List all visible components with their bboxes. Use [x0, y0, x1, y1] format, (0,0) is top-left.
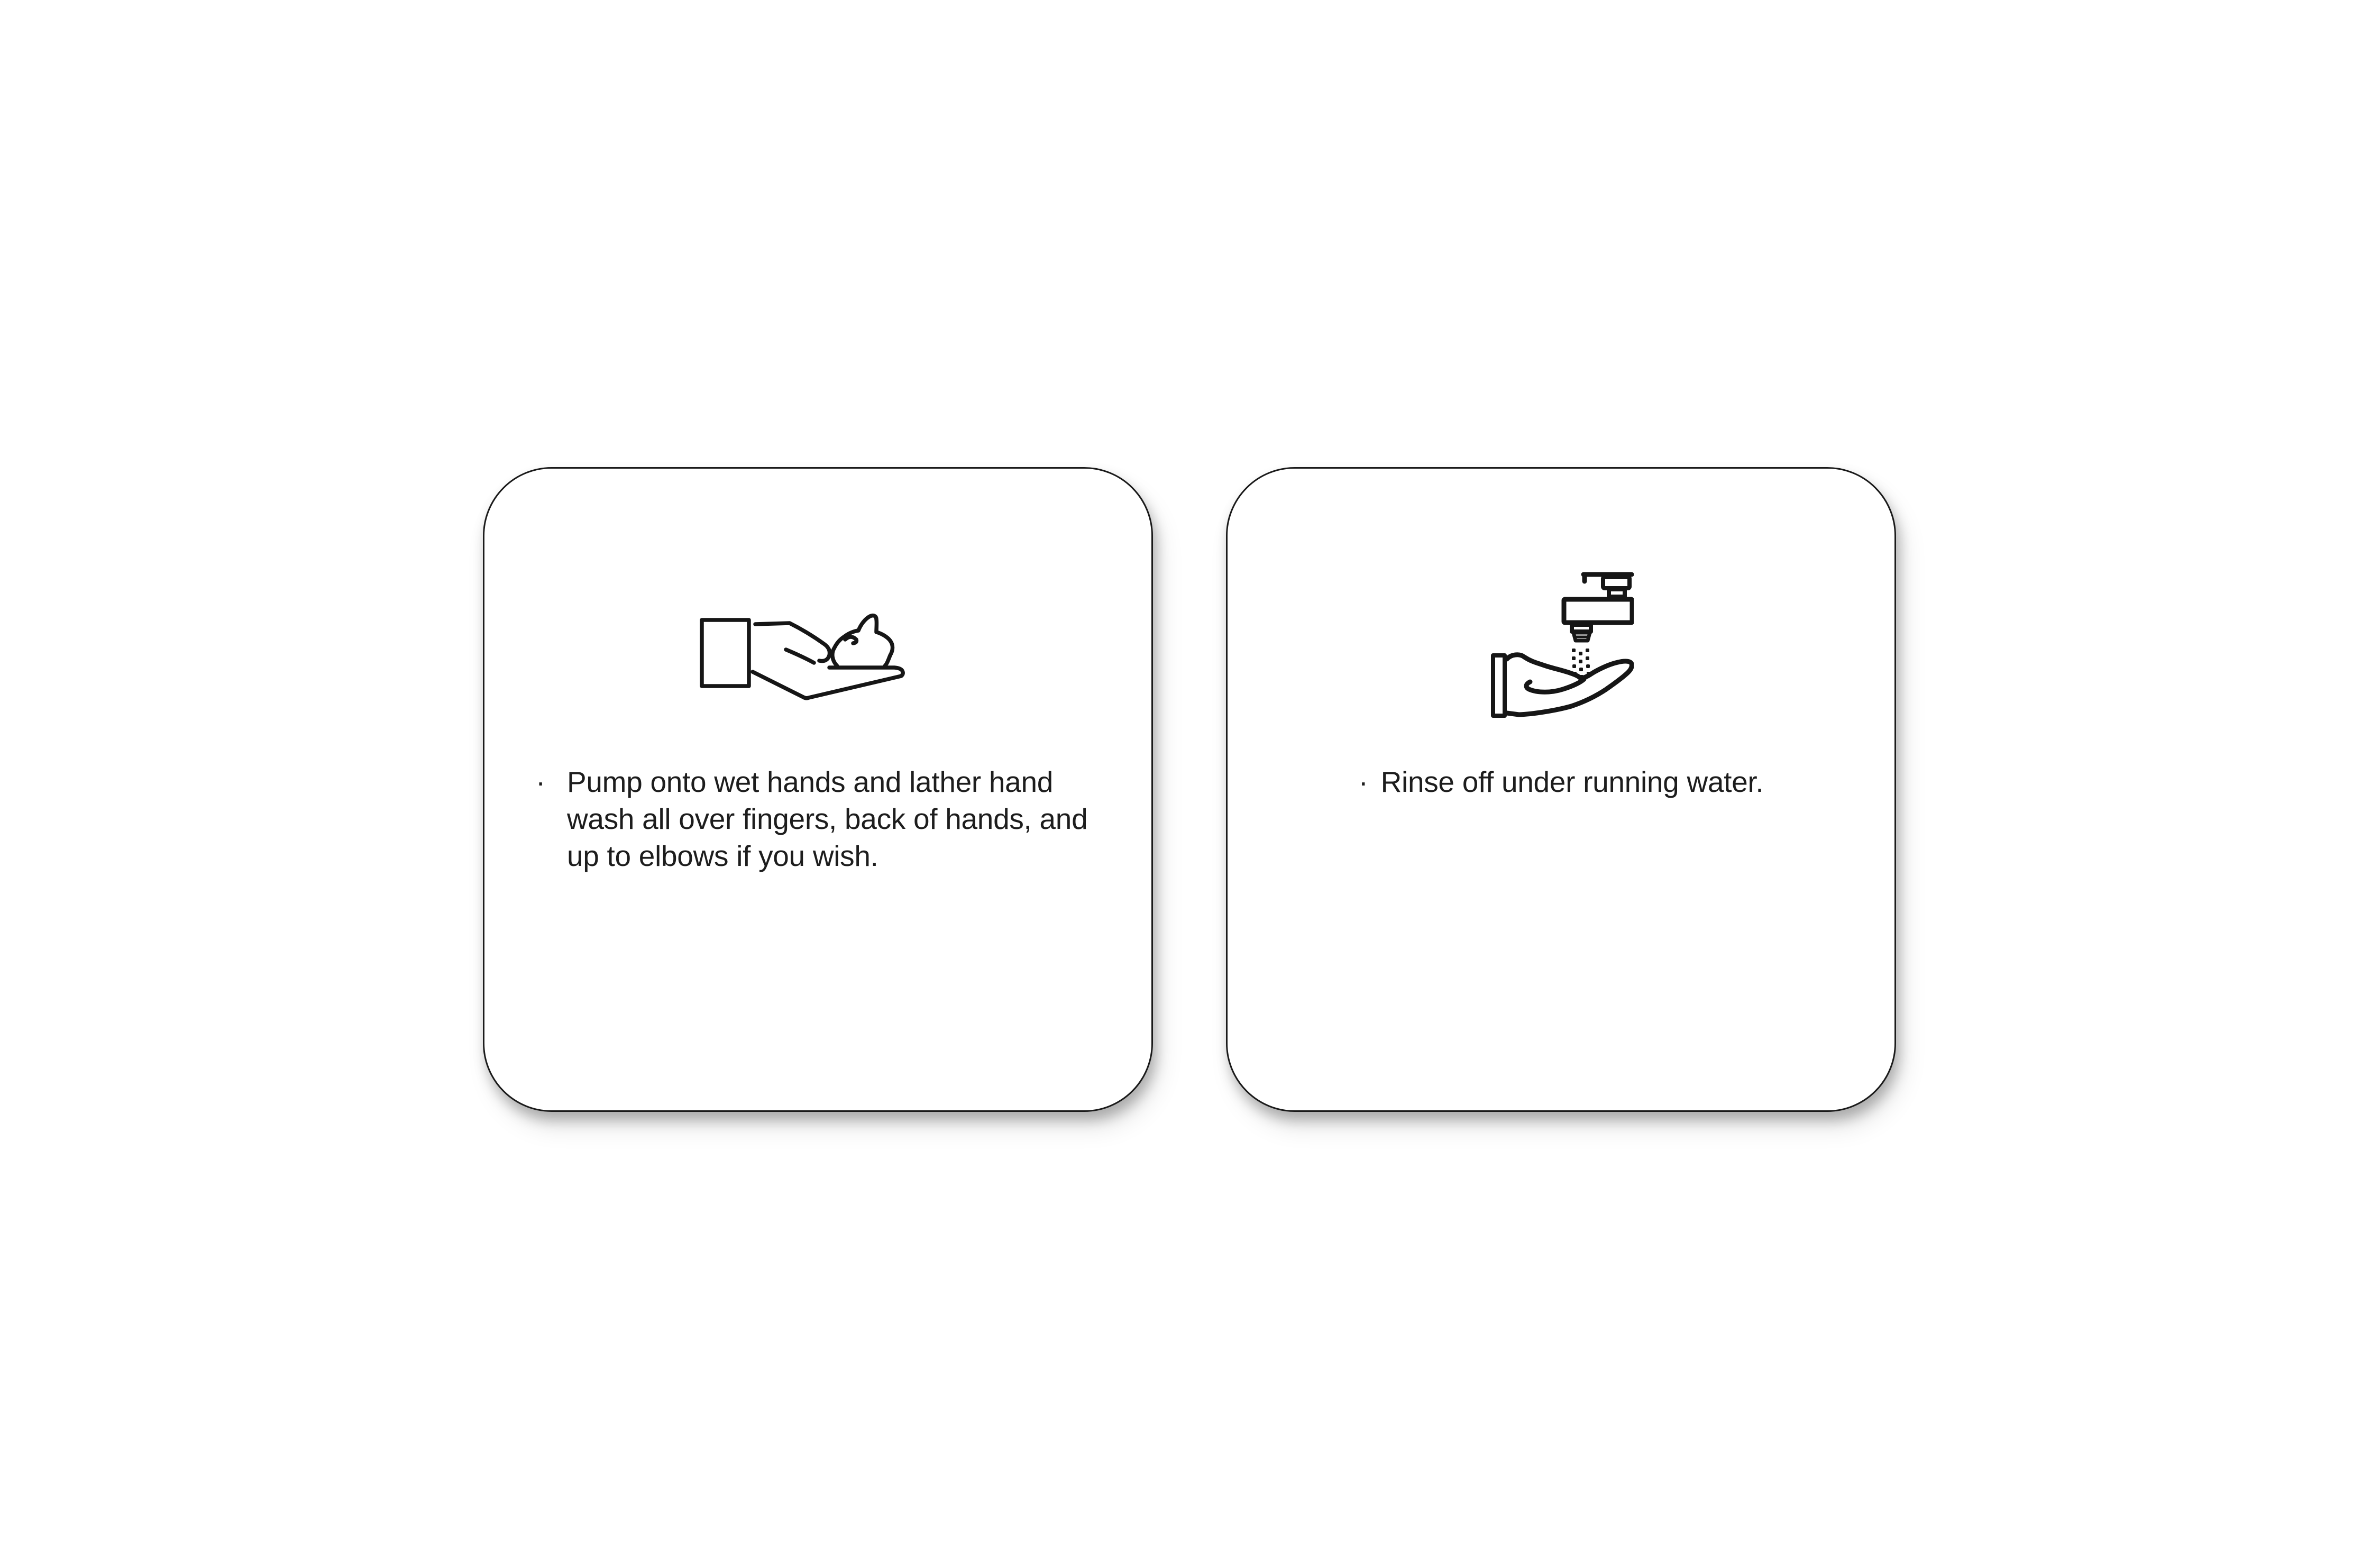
bullet-marker: ·	[536, 765, 546, 798]
text-line: Pump onto wet hands and lather hand	[567, 765, 1054, 798]
instruction-text	[567, 763, 1087, 874]
instruction-card-pump	[483, 467, 1153, 1112]
text-line: Rinse off under running water.	[1380, 765, 1764, 798]
instruction-text	[1228, 763, 1894, 800]
soap-dollop-on-hand-icon	[699, 612, 910, 710]
text-line: up to elbows if you wish.	[567, 839, 878, 872]
rinse-hand-under-faucet-icon	[1491, 571, 1634, 719]
text-line: wash all over fingers, back of hands, and	[567, 802, 1088, 835]
instruction-card-rinse	[1226, 467, 1896, 1112]
bullet-marker: ·	[1358, 765, 1368, 798]
